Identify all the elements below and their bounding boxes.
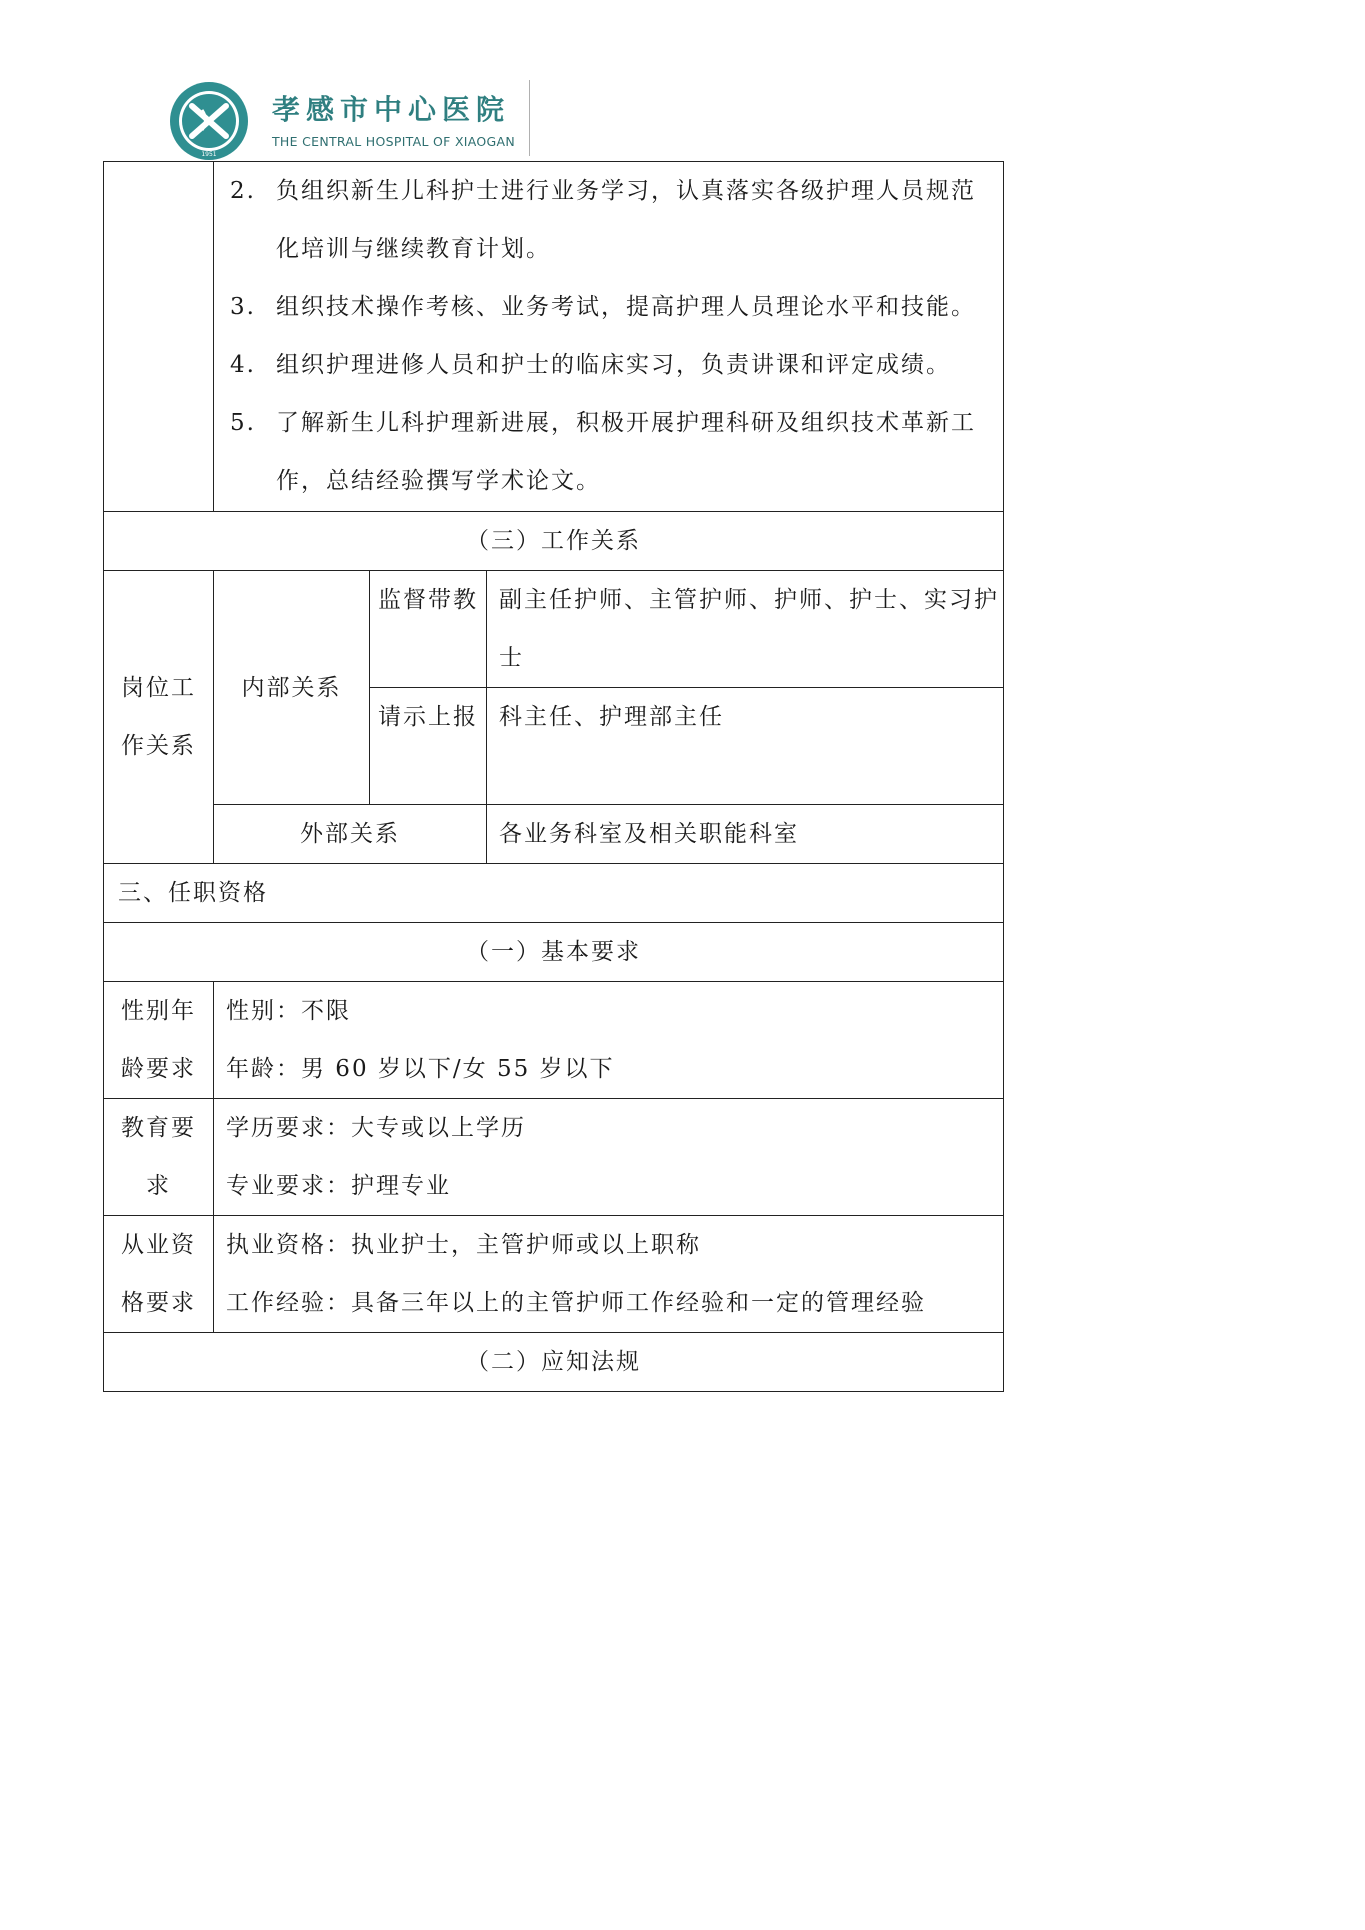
practice-label: 从业资格要求 [104, 1216, 214, 1333]
duty-number: 5. [230, 410, 256, 436]
position-relations-label: 岗位工作关系 [104, 571, 214, 864]
hospital-name-cn: 孝感市中心医院 [272, 93, 511, 126]
supervise-row [104, 571, 1004, 688]
regulations-heading-row [104, 1333, 1004, 1392]
basic-requirements-heading-row [104, 923, 1004, 982]
experience-line: 工作经验：具备三年以上的主管护师工作经验和一定的管理经验 [226, 1290, 926, 1316]
hospital-name-en: THE CENTRAL HOSPITAL OF XIAOGAN [272, 134, 516, 149]
external-row [104, 805, 1004, 864]
age-line: 年龄：男 60 岁以下/女 55 岁以下 [226, 1056, 615, 1082]
major-line: 专业要求：护理专业 [226, 1173, 451, 1199]
qualifications-section-row [104, 864, 1004, 923]
external-relations-value: 各业务科室及相关职能科室 [487, 805, 1004, 864]
gender-age-row [104, 982, 1004, 1099]
work-relations-heading-row [104, 512, 1004, 571]
job-description-table [103, 161, 1003, 1392]
regulations-heading: （二）应知法规 [104, 1333, 1004, 1392]
gender-age-values [214, 982, 1004, 1099]
basic-requirements-heading: （一）基本要求 [104, 923, 1004, 982]
duty-number: 4. [230, 352, 256, 378]
gender-line: 性别：不限 [226, 998, 351, 1024]
duty-text: 负组织新生儿科护士进行业务学习，认真落实各级护理人员规范化培训与继续教育计划。 [276, 178, 976, 262]
qualifications-section-title: 三、任职资格 [104, 864, 1004, 923]
duty-item [224, 394, 997, 510]
practice-row [104, 1216, 1004, 1333]
external-relations-label: 外部关系 [214, 805, 487, 864]
work-relations-heading: （三）工作关系 [104, 512, 1004, 571]
practice-values [214, 1216, 1004, 1333]
supervise-label: 监督带教 [370, 571, 487, 688]
duties-row [104, 162, 1004, 512]
education-row [104, 1099, 1004, 1216]
duty-text: 了解新生儿科护理新进展，积极开展护理科研及组织技术革新工作，总结经验撰写学术论文。 [276, 410, 976, 494]
duty-number: 2. [230, 178, 256, 204]
duty-text: 组织护理进修人员和护士的临床实习，负责讲课和评定成绩。 [276, 352, 951, 378]
duty-item [224, 162, 997, 278]
svg-text:1951: 1951 [201, 151, 217, 158]
supervise-value: 副主任护师、主管护师、护师、护士、实习护士 [487, 571, 1004, 688]
report-value: 科主任、护理部主任 [487, 688, 1004, 805]
duty-text: 组织技术操作考核、业务考试，提高护理人员理论水平和技能。 [276, 294, 976, 320]
license-line: 执业资格：执业护士，主管护师或以上职称 [226, 1232, 701, 1258]
duty-number: 3. [230, 294, 256, 320]
hospital-seal-logo [168, 80, 250, 162]
header-divider [529, 80, 530, 156]
duty-item [224, 336, 997, 394]
duty-item [224, 278, 997, 336]
education-line: 学历要求：大专或以上学历 [226, 1115, 526, 1141]
internal-relations-label: 内部关系 [214, 571, 370, 805]
education-label: 教育要求 [104, 1099, 214, 1216]
report-label: 请示上报 [370, 688, 487, 805]
gender-age-label: 性别年龄要求 [104, 982, 214, 1099]
education-values [214, 1099, 1004, 1216]
page-header [168, 78, 538, 160]
duties-list [214, 162, 1004, 512]
duties-label-cell [104, 162, 214, 512]
